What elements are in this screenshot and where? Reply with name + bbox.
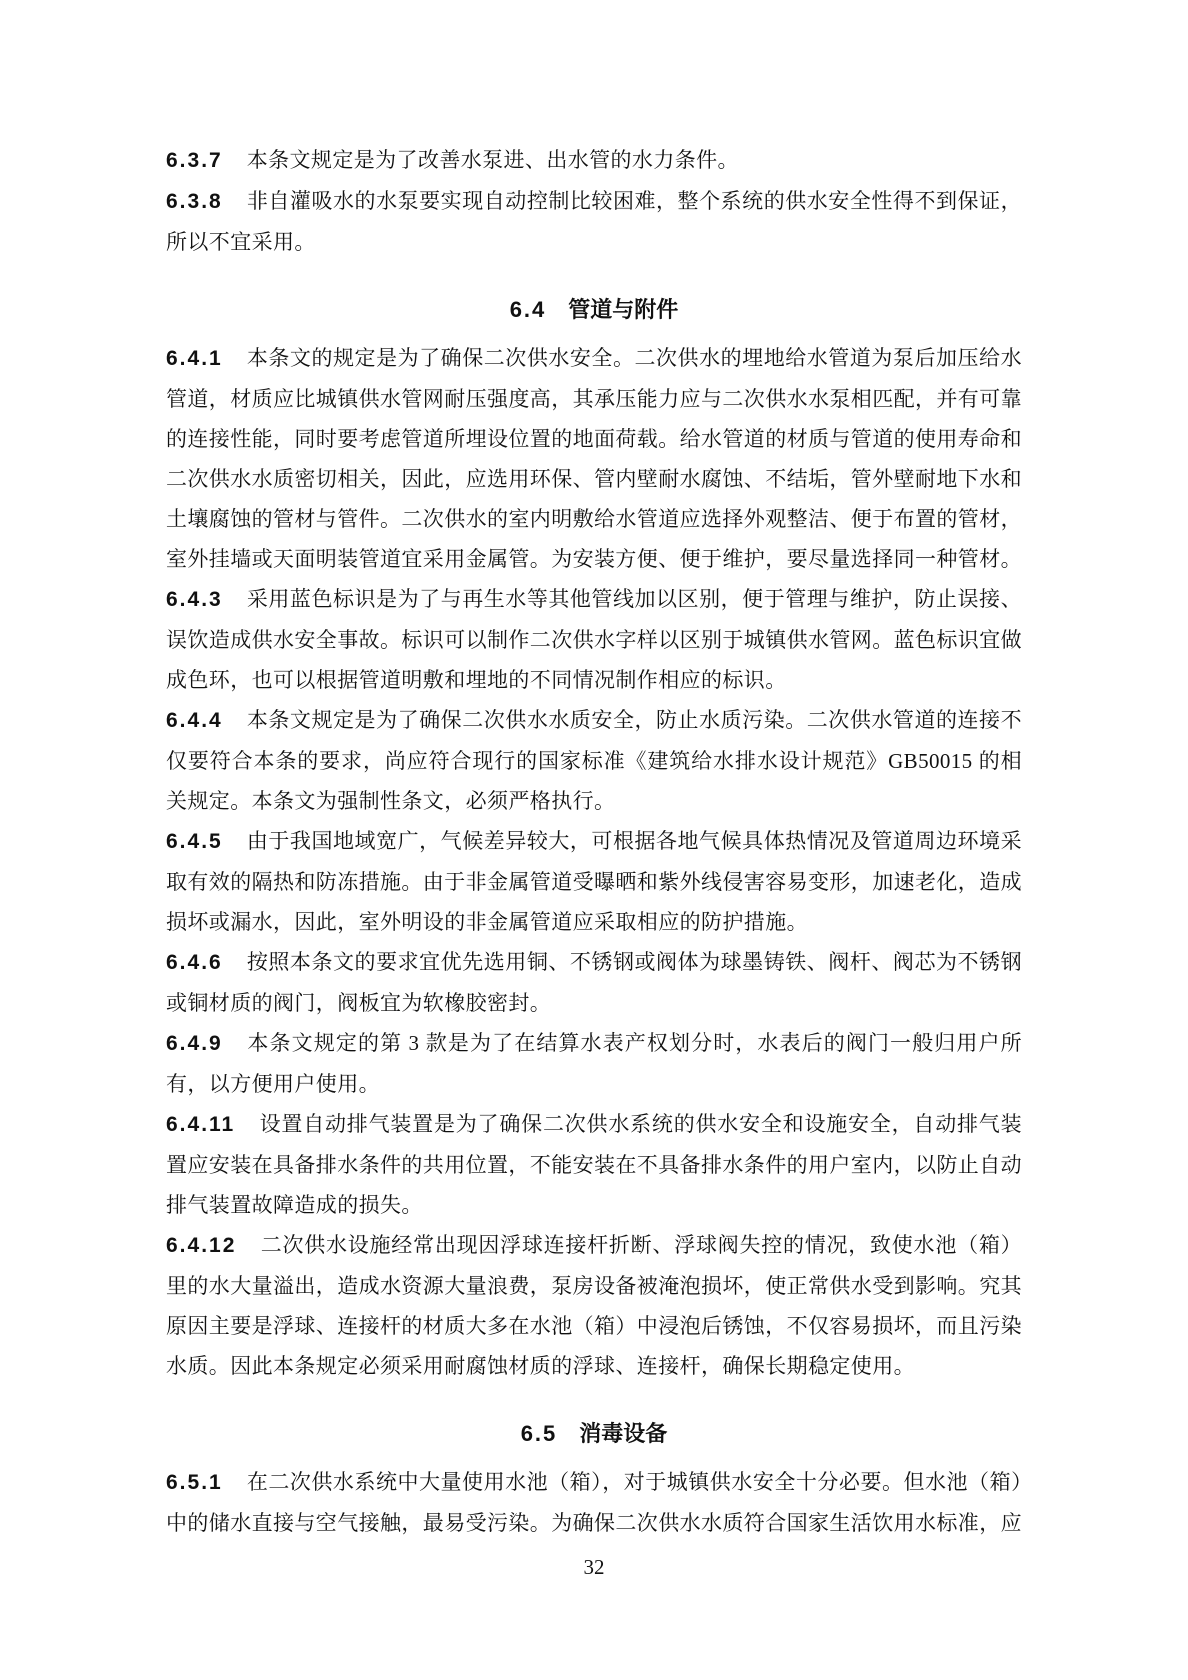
clause-text: 由于我国地域宽广，气候差异较大，可根据各地气候具体热情况及管道周边环境采取有效的隔热和防冻措施。由于非金属管道受曝晒和紫外线侵害容易变形，加速老化，造成损坏或漏水，因此，室外明设的非金属管道应采取相应的防护措施。 (166, 829, 1022, 934)
clause-number: 6.4.6 (166, 951, 223, 974)
clause-number: 6.4.1 (166, 347, 223, 370)
clause-6-4-12 (166, 1225, 1022, 1386)
clause-number: 6.4.12 (166, 1234, 237, 1257)
section-heading-6-4 (166, 290, 1022, 330)
clause-6-4-9 (166, 1023, 1022, 1104)
clause-text: 设置自动排气装置是为了确保二次供水系统的供水安全和设施安全，自动排气装置应安装在具备排水条件的共用位置，不能安装在不具备排水条件的用户室内，以防止自动排气装置故障造成的损失。 (166, 1112, 1022, 1217)
clause-text: 按照本条文的要求宜优先选用铜、不锈钢或阀体为球墨铸铁、阀杆、阀芯为不锈钢或铜材质的阀门，阀板宜为软橡胶密封。 (166, 950, 1022, 1015)
clause-number: 6.4.9 (166, 1032, 223, 1055)
clause-number: 6.4.5 (166, 830, 223, 853)
clause-6-5-1 (166, 1462, 1022, 1543)
clause-text: 非自灌吸水的水泵要实现自动控制比较困难，整个系统的供水安全性得不到保证，所以不宜采用。 (166, 189, 1022, 254)
clause-text: 采用蓝色标识是为了与再生水等其他管线加以区别，便于管理与维护，防止误接、误饮造成供水安全事故。标识可以制作二次供水字样以区别于城镇供水管网。蓝色标识宜做成色环，也可以根据管道明敷和埋地的不同情况制作相应的标识。 (166, 587, 1022, 692)
clause-6-3-8 (166, 181, 1022, 262)
document-content (166, 140, 1022, 1543)
clause-text: 本条文规定的第 3 款是为了在结算水表产权划分时，水表后的阀门一般归用户所有，以方便用户使用。 (166, 1031, 1022, 1096)
clause-number: 6.4.3 (166, 588, 223, 611)
clause-6-4-1 (166, 338, 1022, 579)
clause-text: 在二次供水系统中大量使用水池（箱），对于城镇供水安全十分必要。但水池（箱）中的储水直接与空气接触，最易受污染。为确保二次供水水质符合国家生活饮用水标准，应 (166, 1470, 1022, 1535)
clause-text: 本条文的规定是为了确保二次供水安全。二次供水的埋地给水管道为泵后加压给水管道，材质应比城镇供水管网耐压强度高，其承压能力应与二次供水水泵相匹配，并有可靠的连接性能，同时要考虑管道所埋设位置的地面荷载。给水管道的材质与管道的使用寿命和二次供水水质密切相关，因此，应选用环保、管内壁耐水腐蚀、不结垢，管外壁耐地下水和土壤腐蚀的管材与管件。二次供水的室内明敷给水管道应选择外观整洁、便于布置的管材，室外挂墙或天面明装管道宜采用金属管。为安装方便、便于维护，要尽量选择同一种管材。 (166, 346, 1022, 571)
clause-number: 6.5.1 (166, 1471, 223, 1494)
clause-6-4-6 (166, 942, 1022, 1023)
section-heading-title: 管道与附件 (568, 297, 679, 322)
clause-number: 6.3.8 (166, 190, 223, 213)
clause-6-4-3 (166, 579, 1022, 700)
section-heading-title: 消毒设备 (579, 1421, 668, 1446)
clause-text: 本条文规定是为了改善水泵进、出水管的水力条件。 (246, 148, 739, 172)
page-footer (0, 1552, 1188, 1582)
clause-6-4-4 (166, 700, 1022, 821)
clause-text: 二次供水设施经常出现因浮球连接杆折断、浮球阀失控的情况，致使水池（箱）里的水大量溢出，造成水资源大量浪费，泵房设备被淹泡损坏，使正常供水受到影响。究其原因主要是浮球、连接杆的材质大多在水池（箱）中浸泡后锈蚀，不仅容易损坏，而且污染水质。因此本条规定必须采用耐腐蚀材质的浮球、连接杆，确保长期稳定使用。 (166, 1233, 1022, 1378)
clause-6-4-5 (166, 821, 1022, 942)
section-heading-number: 6.5 (520, 1421, 558, 1446)
clause-number: 6.4.11 (166, 1113, 236, 1136)
clause-6-4-11 (166, 1104, 1022, 1225)
clause-text: 本条文规定是为了确保二次供水水质安全，防止水质污染。二次供水管道的连接不仅要符合本条的要求，尚应符合现行的国家标准《建筑给水排水设计规范》GB50015 的相关规定。本条文为强制性条文，必须严格执行。 (166, 708, 1022, 813)
clause-number: 6.4.4 (166, 709, 223, 732)
clause-6-3-7 (166, 140, 1022, 181)
section-heading-number: 6.4 (509, 297, 547, 322)
clause-number: 6.3.7 (166, 149, 223, 172)
page-number: 32 (583, 1555, 605, 1579)
section-heading-6-5 (166, 1414, 1022, 1454)
